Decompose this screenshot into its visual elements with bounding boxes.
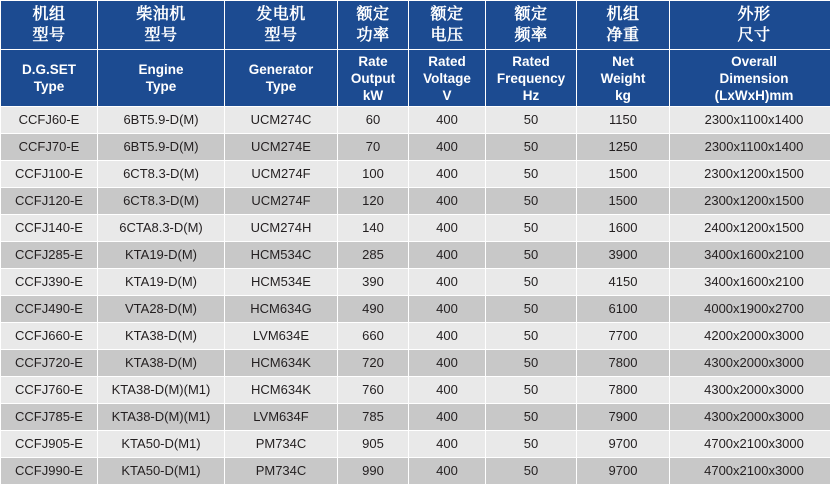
header-en-line1: Overall (670, 53, 830, 70)
column-header-cn-overall-dimension (670, 1, 830, 50)
cell-engine-type: 6CT8.3-D(M) (98, 188, 225, 215)
cell-rated-voltage: 400 (409, 134, 486, 161)
table-header (1, 1, 830, 107)
column-header-cn-rated-frequency (486, 1, 577, 50)
cell-generator-type: UCM274E (225, 134, 338, 161)
table-row (1, 161, 830, 188)
cell-rated-frequency: 50 (486, 404, 577, 431)
cell-rate-output: 760 (338, 377, 409, 404)
table-row (1, 404, 830, 431)
cell-rate-output: 990 (338, 458, 409, 485)
cell-dgset-type: CCFJ285-E (1, 242, 98, 269)
column-header-en-generator-type (225, 50, 338, 107)
cell-rated-voltage: 400 (409, 458, 486, 485)
header-cn-line2: 型号 (98, 25, 224, 46)
cell-overall-dimension: 4300x2000x3000 (670, 404, 830, 431)
cell-engine-type: KTA38-D(M) (98, 323, 225, 350)
cell-rated-frequency: 50 (486, 242, 577, 269)
cell-net-weight: 1150 (577, 107, 670, 134)
cell-rate-output: 390 (338, 269, 409, 296)
header-en-line1: Engine (98, 61, 224, 78)
header-cn-line1: 外形 (670, 4, 830, 25)
table-row (1, 107, 830, 134)
header-en-line2: Weight (577, 70, 669, 87)
header-en-line1: Rated (486, 53, 576, 70)
cell-engine-type: KTA38-D(M) (98, 350, 225, 377)
cell-generator-type: HCM534C (225, 242, 338, 269)
cell-net-weight: 1250 (577, 134, 670, 161)
cell-rate-output: 660 (338, 323, 409, 350)
header-en-line2: Type (225, 78, 337, 95)
cell-dgset-type: CCFJ120-E (1, 188, 98, 215)
cell-rate-output: 285 (338, 242, 409, 269)
cell-net-weight: 4150 (577, 269, 670, 296)
cell-net-weight: 9700 (577, 431, 670, 458)
header-cn-line2: 型号 (1, 25, 97, 46)
cell-dgset-type: CCFJ60-E (1, 107, 98, 134)
cell-net-weight: 7700 (577, 323, 670, 350)
cell-engine-type: KTA38-D(M)(M1) (98, 377, 225, 404)
cell-generator-type: PM734C (225, 458, 338, 485)
header-cn-line2: 频率 (486, 25, 576, 46)
column-header-en-engine-type (98, 50, 225, 107)
cell-engine-type: KTA38-D(M)(M1) (98, 404, 225, 431)
cell-generator-type: PM734C (225, 431, 338, 458)
cell-generator-type: LVM634F (225, 404, 338, 431)
table-header-row-cn (1, 1, 830, 50)
cell-net-weight: 7800 (577, 377, 670, 404)
header-en-line1: Net (577, 53, 669, 70)
column-header-cn-net-weight (577, 1, 670, 50)
column-header-en-dgset-type (1, 50, 98, 107)
cell-net-weight: 1500 (577, 188, 670, 215)
header-en-line1: Rate (338, 53, 408, 70)
column-header-en-overall-dimension (670, 50, 830, 107)
table-row (1, 296, 830, 323)
cell-rated-frequency: 50 (486, 377, 577, 404)
header-en-line3: V (409, 87, 485, 104)
column-header-cn-dgset-type (1, 1, 98, 50)
cell-overall-dimension: 4000x1900x2700 (670, 296, 830, 323)
cell-net-weight: 1600 (577, 215, 670, 242)
cell-rate-output: 60 (338, 107, 409, 134)
header-en-line3: Hz (486, 87, 576, 104)
table-row (1, 323, 830, 350)
cell-rated-frequency: 50 (486, 161, 577, 188)
header-en-line3: kW (338, 87, 408, 104)
table-row (1, 134, 830, 161)
header-cn-line2: 型号 (225, 25, 337, 46)
cell-rate-output: 120 (338, 188, 409, 215)
cell-generator-type: HCM534E (225, 269, 338, 296)
cell-engine-type: KTA50-D(M1) (98, 458, 225, 485)
cell-overall-dimension: 4700x2100x3000 (670, 458, 830, 485)
cell-rated-voltage: 400 (409, 296, 486, 323)
cell-engine-type: 6CT8.3-D(M) (98, 161, 225, 188)
cell-rated-voltage: 400 (409, 431, 486, 458)
cell-engine-type: VTA28-D(M) (98, 296, 225, 323)
cell-generator-type: UCM274C (225, 107, 338, 134)
header-en-line2: Dimension (670, 70, 830, 87)
cell-rate-output: 785 (338, 404, 409, 431)
cell-rated-voltage: 400 (409, 323, 486, 350)
cell-engine-type: 6CTA8.3-D(M) (98, 215, 225, 242)
header-en-line1: D.G.SET (1, 61, 97, 78)
cell-overall-dimension: 2400x1200x1500 (670, 215, 830, 242)
cell-rated-frequency: 50 (486, 134, 577, 161)
cell-rated-frequency: 50 (486, 188, 577, 215)
cell-net-weight: 9700 (577, 458, 670, 485)
header-en-line2: Frequency (486, 70, 576, 87)
cell-rate-output: 490 (338, 296, 409, 323)
cell-overall-dimension: 3400x1600x2100 (670, 269, 830, 296)
cell-engine-type: 6BT5.9-D(M) (98, 134, 225, 161)
cell-generator-type: HCM634K (225, 350, 338, 377)
header-cn-line2: 净重 (577, 25, 669, 46)
cell-dgset-type: CCFJ905-E (1, 431, 98, 458)
cell-rate-output: 70 (338, 134, 409, 161)
cell-rated-frequency: 50 (486, 323, 577, 350)
cell-generator-type: UCM274H (225, 215, 338, 242)
cell-dgset-type: CCFJ760-E (1, 377, 98, 404)
cell-engine-type: KTA50-D(M1) (98, 431, 225, 458)
cell-generator-type: HCM634K (225, 377, 338, 404)
cell-net-weight: 1500 (577, 161, 670, 188)
cell-rated-voltage: 400 (409, 215, 486, 242)
cell-rate-output: 140 (338, 215, 409, 242)
cell-overall-dimension: 4300x2000x3000 (670, 377, 830, 404)
cell-rated-voltage: 400 (409, 404, 486, 431)
cell-generator-type: HCM634G (225, 296, 338, 323)
column-header-en-rated-frequency (486, 50, 577, 107)
cell-rated-voltage: 400 (409, 188, 486, 215)
cell-rated-frequency: 50 (486, 458, 577, 485)
header-en-line1: Generator (225, 61, 337, 78)
header-en-line2: Type (1, 78, 97, 95)
header-cn-line1: 额定 (338, 4, 408, 25)
header-cn-line1: 机组 (577, 4, 669, 25)
cell-overall-dimension: 4700x2100x3000 (670, 431, 830, 458)
cell-dgset-type: CCFJ660-E (1, 323, 98, 350)
column-header-cn-rated-voltage (409, 1, 486, 50)
header-cn-line1: 机组 (1, 4, 97, 25)
cell-rated-voltage: 400 (409, 107, 486, 134)
table-body (1, 107, 830, 485)
cell-rate-output: 905 (338, 431, 409, 458)
cell-dgset-type: CCFJ70-E (1, 134, 98, 161)
cell-rated-voltage: 400 (409, 269, 486, 296)
cell-engine-type: KTA19-D(M) (98, 269, 225, 296)
column-header-en-rated-voltage (409, 50, 486, 107)
column-header-cn-generator-type (225, 1, 338, 50)
column-header-cn-engine-type (98, 1, 225, 50)
column-header-cn-rate-output (338, 1, 409, 50)
cell-net-weight: 6100 (577, 296, 670, 323)
cell-net-weight: 7800 (577, 350, 670, 377)
cell-overall-dimension: 4200x2000x3000 (670, 323, 830, 350)
cell-dgset-type: CCFJ140-E (1, 215, 98, 242)
table-row (1, 377, 830, 404)
cell-dgset-type: CCFJ390-E (1, 269, 98, 296)
cell-dgset-type: CCFJ785-E (1, 404, 98, 431)
table-row (1, 242, 830, 269)
cell-overall-dimension: 2300x1200x1500 (670, 161, 830, 188)
header-cn-line2: 电压 (409, 25, 485, 46)
cell-rated-frequency: 50 (486, 296, 577, 323)
table-row (1, 350, 830, 377)
table-row (1, 458, 830, 485)
cell-rated-voltage: 400 (409, 350, 486, 377)
table-row (1, 188, 830, 215)
header-cn-line1: 额定 (409, 4, 485, 25)
cell-dgset-type: CCFJ720-E (1, 350, 98, 377)
cell-dgset-type: CCFJ990-E (1, 458, 98, 485)
cell-rated-frequency: 50 (486, 107, 577, 134)
header-en-line2: Type (98, 78, 224, 95)
cell-overall-dimension: 2300x1100x1400 (670, 134, 830, 161)
cell-net-weight: 3900 (577, 242, 670, 269)
cell-rated-frequency: 50 (486, 269, 577, 296)
table-row (1, 269, 830, 296)
table-row (1, 431, 830, 458)
column-header-en-net-weight (577, 50, 670, 107)
cell-engine-type: KTA19-D(M) (98, 242, 225, 269)
cell-overall-dimension: 3400x1600x2100 (670, 242, 830, 269)
header-en-line1: Rated (409, 53, 485, 70)
header-en-line3: (LxWxH)mm (670, 87, 830, 104)
header-cn-line1: 发电机 (225, 4, 337, 25)
header-cn-line2: 尺寸 (670, 25, 830, 46)
cell-rated-frequency: 50 (486, 215, 577, 242)
cell-overall-dimension: 4300x2000x3000 (670, 350, 830, 377)
header-en-line3: kg (577, 87, 669, 104)
cell-engine-type: 6BT5.9-D(M) (98, 107, 225, 134)
cell-rated-voltage: 400 (409, 377, 486, 404)
cell-overall-dimension: 2300x1100x1400 (670, 107, 830, 134)
cell-dgset-type: CCFJ100-E (1, 161, 98, 188)
header-cn-line1: 额定 (486, 4, 576, 25)
table-row (1, 215, 830, 242)
cell-net-weight: 7900 (577, 404, 670, 431)
header-cn-line1: 柴油机 (98, 4, 224, 25)
column-header-en-rate-output (338, 50, 409, 107)
cell-rate-output: 100 (338, 161, 409, 188)
table-header-row-en (1, 50, 830, 107)
cell-generator-type: LVM634E (225, 323, 338, 350)
cell-generator-type: UCM274F (225, 188, 338, 215)
cell-rated-frequency: 50 (486, 350, 577, 377)
cell-rated-voltage: 400 (409, 161, 486, 188)
header-cn-line2: 功率 (338, 25, 408, 46)
cell-generator-type: UCM274F (225, 161, 338, 188)
cell-rate-output: 720 (338, 350, 409, 377)
cell-rated-frequency: 50 (486, 431, 577, 458)
header-en-line2: Output (338, 70, 408, 87)
cell-overall-dimension: 2300x1200x1500 (670, 188, 830, 215)
cell-rated-voltage: 400 (409, 242, 486, 269)
header-en-line2: Voltage (409, 70, 485, 87)
cell-dgset-type: CCFJ490-E (1, 296, 98, 323)
